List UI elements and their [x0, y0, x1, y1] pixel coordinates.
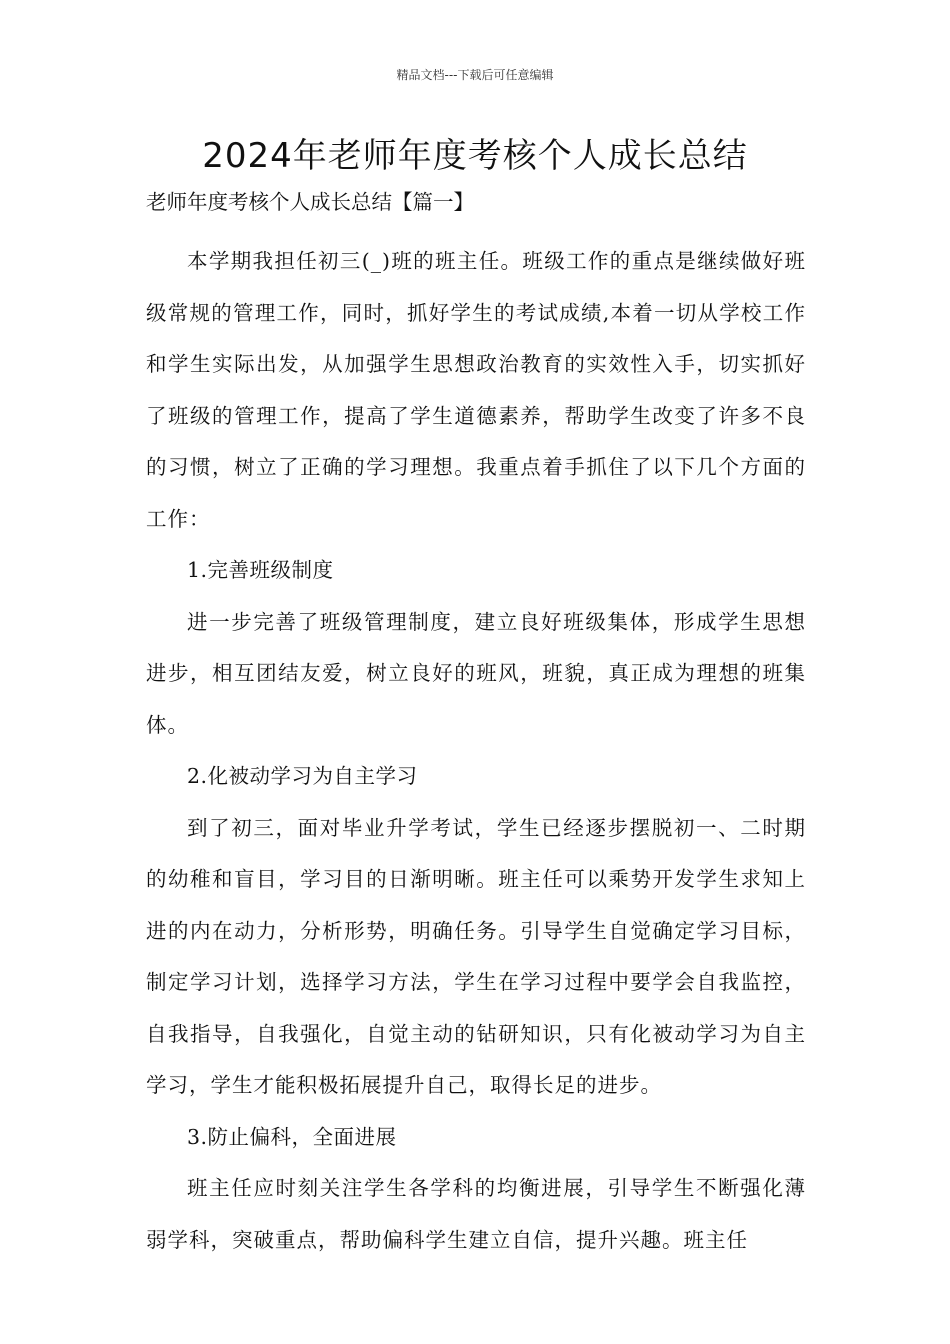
item-2-heading: 2.化被动学习为自主学习	[187, 764, 418, 788]
document-body	[146, 184, 806, 1266]
item-2-body: 到了初三，面对毕业升学考试，学生已经逐步摆脱初一、二时期的幼稚和盲目，学习目的日渐明晰。班主任可以乘势开发学生求知上进的内在动力，分析形势，明确任务。引导学生自觉确定学习目标，制定学习计划，选择学习方法，学生在学习过程中要学会自我监控，自我指导，自我强化，自觉主动的钻研知识，只有化被动学习为自主学习，学生才能积极拓展提升自己，取得长足的进步。	[146, 815, 806, 1097]
item-1-body: 进一步完善了班级管理制度，建立良好班级集体，形成学生思想进步，相互团结友爱，树立良好的班风，班貌，真正成为理想的班集体。	[146, 609, 806, 737]
item-1-heading: 1.完善班级制度	[187, 558, 334, 582]
item-3-heading: 3.防止偏科，全面进展	[187, 1124, 397, 1149]
item-3-body: 班主任应时刻关注学生各学科的均衡进展，引导学生不断强化薄弱学科，突破重点，帮助偏科学生建立自信，提升兴趣。班主任	[146, 1176, 806, 1252]
section-heading: 老师年度考核个人成长总结【篇一】	[146, 190, 474, 214]
intro-paragraph: 本学期我担任初三(_)班的班主任。班级工作的重点是继续做好班级常规的管理工作，同时，抓好学生的考试成绩,本着一切从学校工作和学生实际出发，从加强学生思想政治教育的实效性入手，切实抓好了班级的管理工作，提高了学生道德素养，帮助学生改变了许多不良的习惯，树立了正确的学习理想。我重点着手抓住了以下几个方面的工作：	[146, 249, 806, 531]
page-header: 精品文档---下载后可任意编辑	[396, 68, 554, 82]
document-title: 2024年老师年度考核个人成长总结	[202, 136, 748, 176]
